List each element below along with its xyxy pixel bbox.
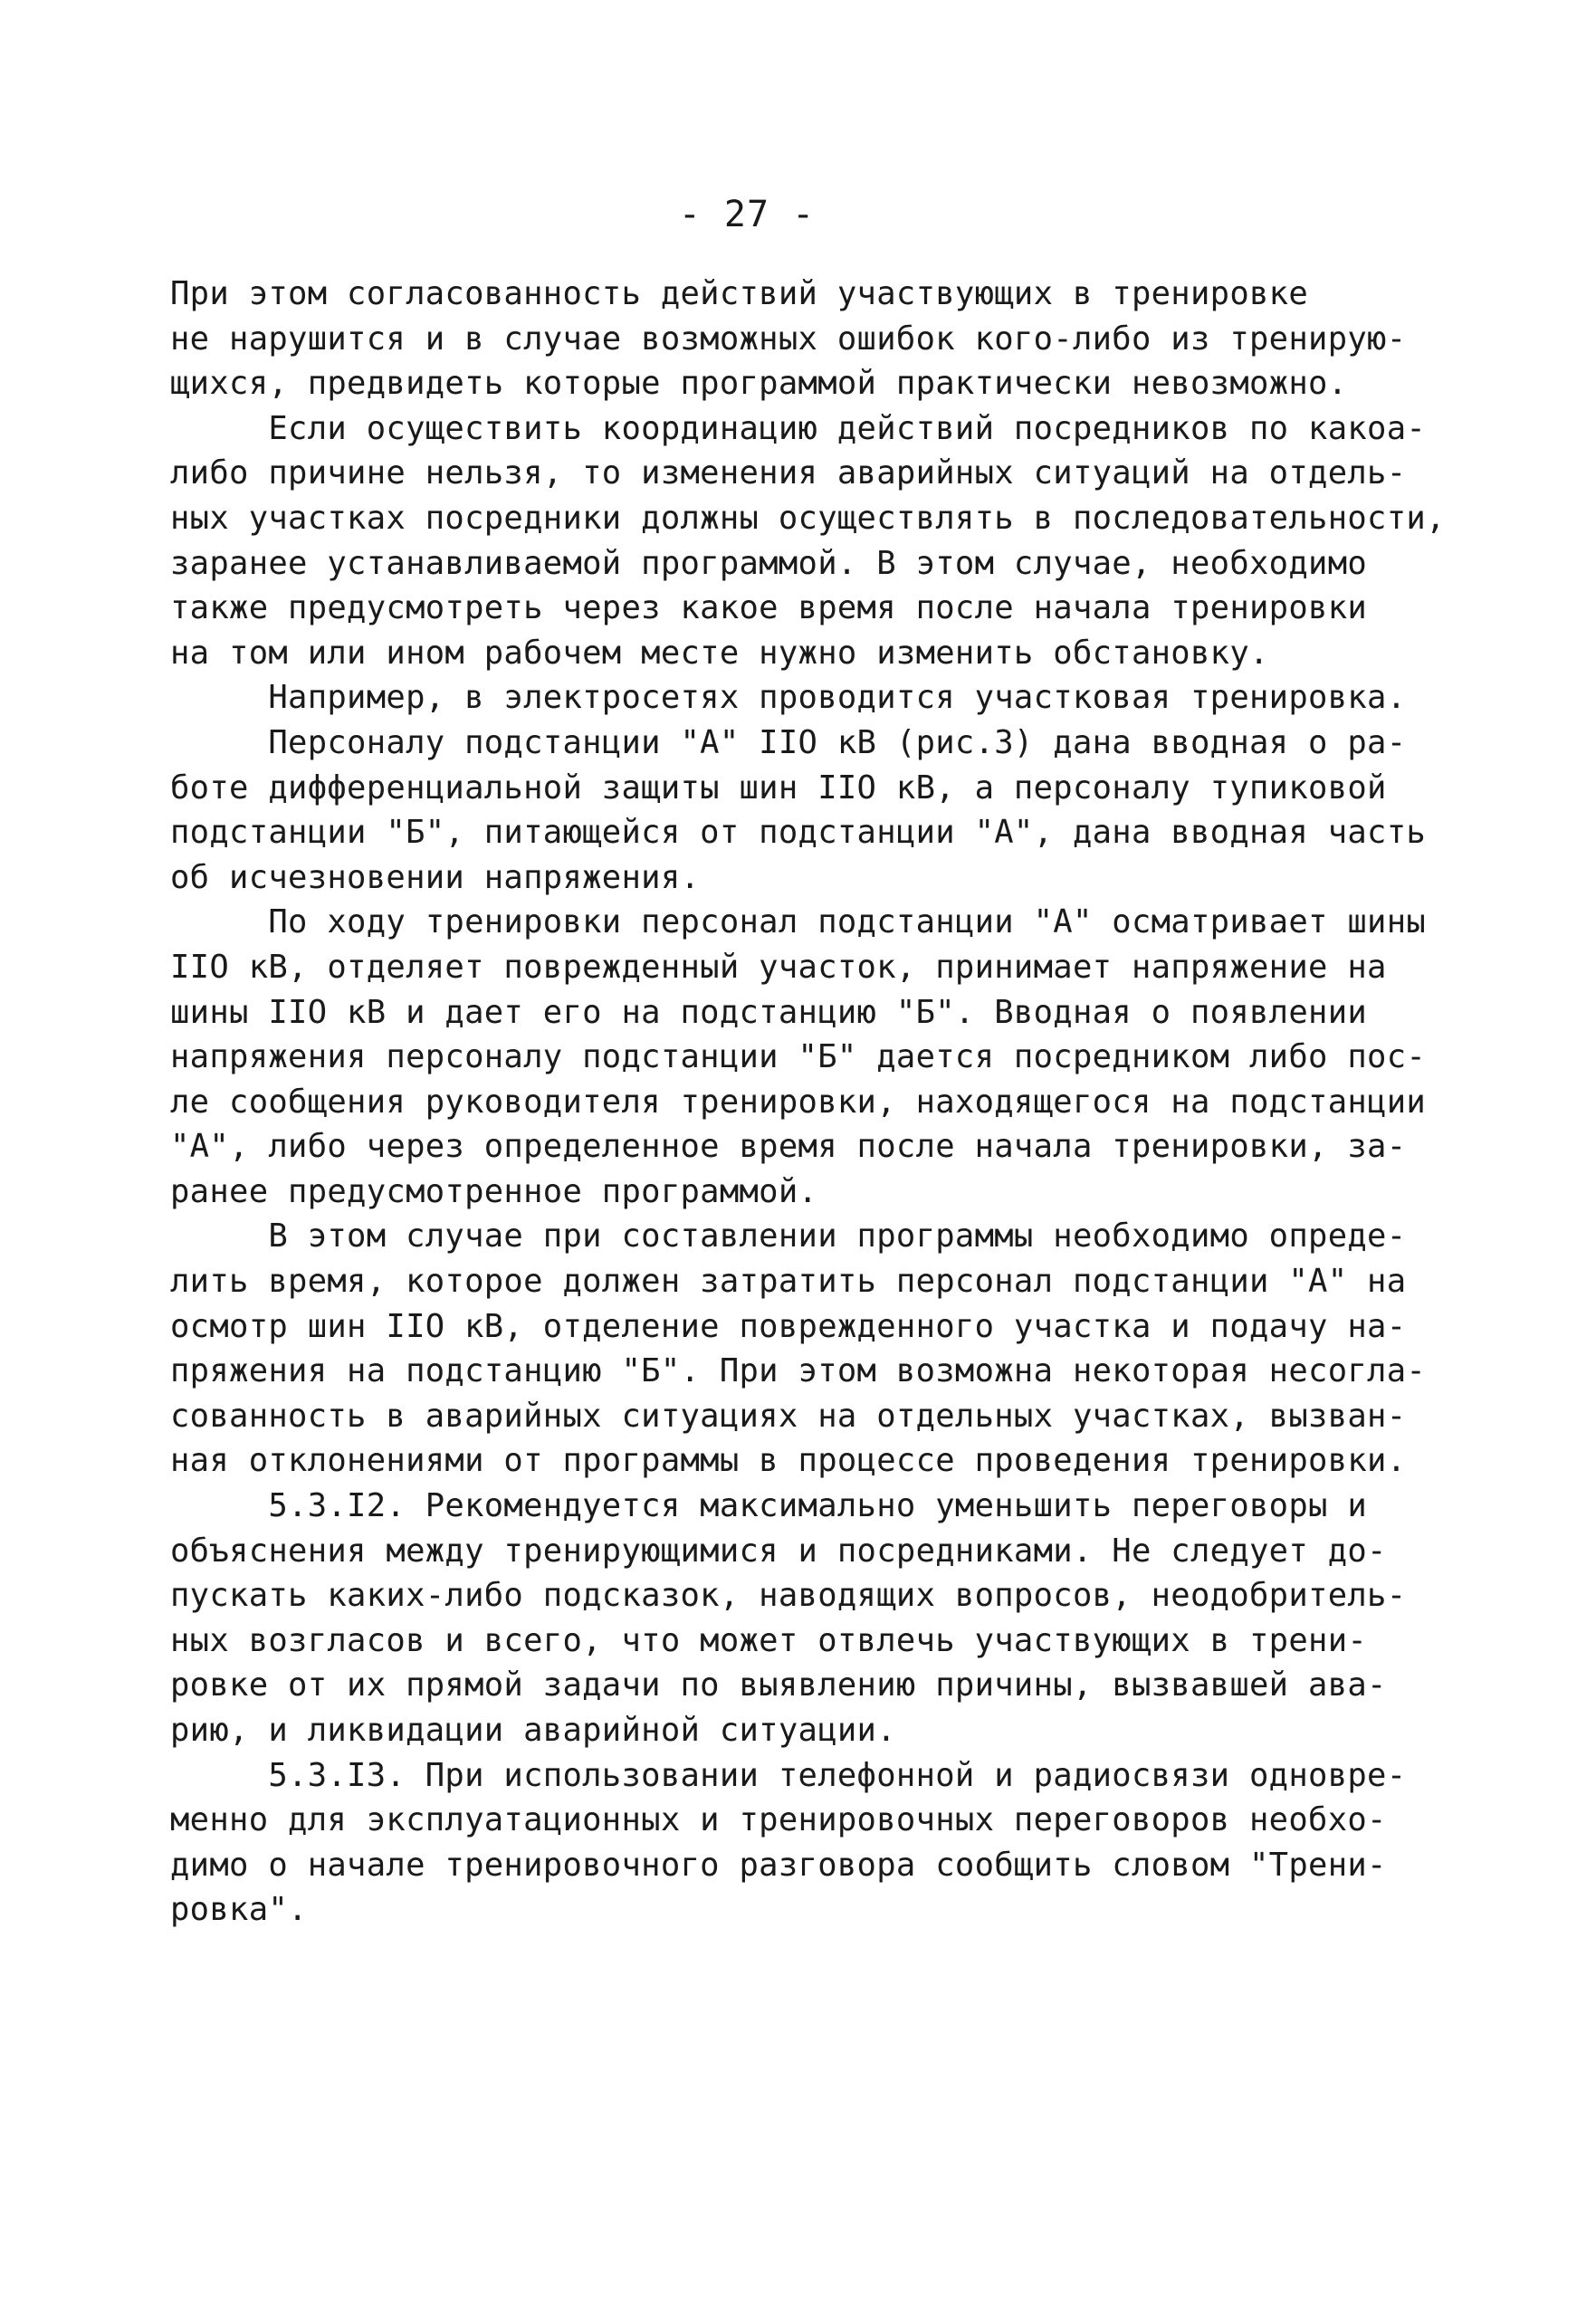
page-number: - 27 - bbox=[678, 194, 816, 235]
text-line: пускать каких-либо подсказок, наводящих вопросов, неодобритель- bbox=[170, 1577, 1407, 1615]
text-line: шины IIO кВ и дает его на подстанцию "Б". Вводная о появлении bbox=[170, 993, 1368, 1031]
text-line: рию, и ликвидации аварийной ситуации. bbox=[170, 1712, 896, 1749]
text-line: ровке от их прямой задачи по выявлению причины, вызвавшей ава- bbox=[170, 1666, 1387, 1704]
text-line: Например, в электросетях проводится участковая тренировка. bbox=[170, 679, 1407, 717]
text-line: Персоналу подстанции "А" IIO кВ (рис.3) дана вводная о ра- bbox=[170, 723, 1407, 761]
text-line: заранее устанавливаемой программой. В этом случае, необходимо bbox=[170, 544, 1368, 582]
text-line: напряжения персоналу подстанции "Б" дается посредником либо пос- bbox=[170, 1038, 1427, 1076]
text-line: лить время, которое должен затратить персонал подстанции "А" на bbox=[170, 1263, 1407, 1301]
text-line: пряжения на подстанцию "Б". При этом возможна некоторая несогла- bbox=[170, 1352, 1427, 1390]
text-line: на том или ином рабочем месте нужно изменить обстановку. bbox=[170, 634, 1269, 672]
text-line: При этом согласованность действий участвующих в тренировке bbox=[170, 275, 1309, 312]
text-line: щихся, предвидеть которые программой практически невозможно. bbox=[170, 365, 1348, 403]
text-line: IIO кВ, отделяет поврежденный участок, принимает напряжение на bbox=[170, 948, 1387, 986]
text-line: 5.3.I3. При использовании телефонной и радиосвязи одновре- bbox=[170, 1756, 1407, 1794]
text-line: также предусмотреть через какое время после начала тренировки bbox=[170, 589, 1368, 627]
text-line: димо о начале тренировочного разговора сообщить словом "Трени- bbox=[170, 1846, 1387, 1884]
text-line: менно для эксплуатационных и тренировочных переговоров необхо- bbox=[170, 1801, 1387, 1839]
text-line: ных участках посредники должны осуществлять в последовательности, bbox=[170, 499, 1446, 537]
text-line: Если осуществить координацию действий посредников по какоа- bbox=[170, 409, 1427, 447]
text-line: об исчезновении напряжения. bbox=[170, 858, 701, 896]
text-line: осмотр шин IIO кВ, отделение поврежденного участка и подачу на- bbox=[170, 1307, 1407, 1345]
text-line: подстанции "Б", питающейся от подстанции "А", дана вводная часть bbox=[170, 814, 1427, 852]
text-line: ле сообщения руководителя тренировки, находящегося на подстанции bbox=[170, 1083, 1427, 1121]
text-line: "А", либо через определенное время после начала тренировки, за- bbox=[170, 1128, 1407, 1166]
text-line: По ходу тренировки персонал подстанции "А" осматривает шины bbox=[170, 903, 1427, 941]
text-line: В этом случае при составлении программы необходимо опреде- bbox=[170, 1217, 1407, 1256]
text-line: либо причине нельзя, то изменения аварийных ситуаций на отдель- bbox=[170, 454, 1407, 492]
text-line: ранее предусмотренное программой. bbox=[170, 1172, 818, 1210]
text-line: ных возгласов и всего, что может отвлечь участвующих в трени- bbox=[170, 1621, 1368, 1659]
text-line: не нарушится и в случае возможных ошибок кого-либо из тренирую- bbox=[170, 320, 1407, 358]
text-line: ная отклонениями от программы в процессе проведения тренировки. bbox=[170, 1442, 1407, 1480]
text-line: боте дифференциальной защиты шин IIO кВ, а персоналу тупиковой bbox=[170, 769, 1387, 807]
text-line: объяснения между тренирующимися и посредниками. Не следует до- bbox=[170, 1532, 1387, 1570]
text-line: ровка". bbox=[170, 1891, 308, 1929]
text-line: 5.3.I2. Рекомендуется максимально уменьшить переговоры и bbox=[170, 1487, 1368, 1525]
text-line: сованность в аварийных ситуациях на отдельных участках, вызван- bbox=[170, 1397, 1407, 1435]
body-text bbox=[170, 272, 1446, 1933]
